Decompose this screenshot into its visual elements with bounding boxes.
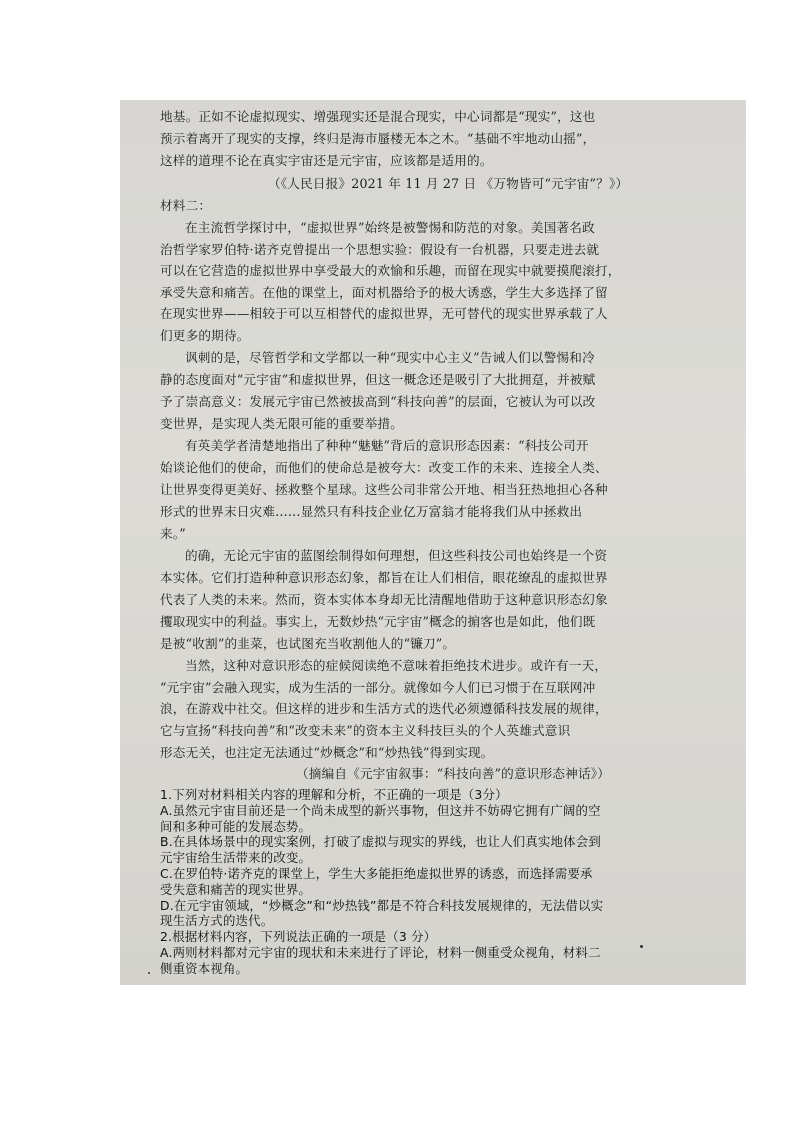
paragraph-line: 来。” — [160, 526, 186, 541]
paragraph-line: 有英美学者清楚地指出了种种“魅魅”背后的意识形态因素：“科技公司开 — [185, 438, 589, 453]
paragraph-line: “元宇宙”会融入现实，成为生活的一部分。就像如今人们已习惯于在互联网冲 — [160, 680, 596, 695]
intro-line: 预示着离开了现实的支撑，终归是海市蜃楼无本之木。“基础不牢地动山摇”， — [160, 131, 596, 146]
question-1-stem: 1.下列对材料相关内容的理解和分析，不正确的一项是（3分） — [160, 787, 508, 802]
scanned-page-photo — [120, 100, 746, 985]
paragraph-line: 它与宣扬“科技向善”和“改变未来”的资本主义科技巨头的个人英雄式意识 — [160, 723, 571, 738]
paragraph-line: 代表了人类的未来。然而，资本实体本身却无比清醒地借助于这种意识形态幻象 — [160, 592, 608, 607]
question-option-line: 受失意和痛苦的现实世界。 — [160, 881, 312, 897]
paragraph-line: 让世界变得更美好、拯救整个星球。这些公司非常公开地、相当狂热地担心各种 — [160, 482, 608, 497]
paragraph-line: 承受失意和痛苦。在他的课堂上，面对机器给予的极大诱惑，学生大多选择了留 — [160, 285, 608, 300]
paragraph-line: 治哲学家罗伯特·诺齐克曾提出一个思想实验：假设有一台机器，只要走进去就 — [160, 242, 600, 257]
paragraph-line: 始谈论他们的使命，而他们的使命总是被夸大：改变工作的未来、连接全人类、 — [160, 460, 608, 475]
paragraph-line: 予了崇高意义：发展元宇宙已然被拔高到“科技向善”的层面，它被认为可以改 — [160, 394, 596, 409]
question-option-line: 间和多种可能的发展态势。 — [160, 818, 312, 834]
paragraph-line: 形式的世界末日灾难……显然只有科技企业亿万富翁才能将我们从中拯救出 — [160, 504, 583, 519]
paragraph-line: 变世界，是实现人类无限可能的重要举措。 — [160, 416, 404, 431]
question-option-line: A.虽然元宇宙目前还是一个尚未成型的新兴事物，但这并不妨碍它拥有广阔的空 — [160, 802, 601, 818]
source-citation-2: （摘编自《元宇宙叙事：“科技向善”的意识形态神话》） — [296, 766, 611, 781]
question-2-stem: 2.根据材料内容，下列说法正确的一项是（3 分） — [160, 929, 437, 945]
paragraph-line: 静的态度面对“元宇宙”和虚拟世界，但这一概念还是吸引了大批拥趸，并被赋 — [160, 372, 596, 387]
scan-speck — [148, 972, 150, 974]
paragraph-line: 可以在它营造的虚拟世界中享受最大的欢愉和乐趣，而留在现实中就要摸爬滚打， — [160, 263, 621, 278]
intro-line: 地基。正如不论虚拟现实、增强现实还是混合现实，中心词都是“现实”，这也 — [160, 109, 596, 124]
scan-speck — [640, 945, 643, 948]
paragraph-line: 是被“收割”的韭菜，也试图充当收割他人的“镰刀”。 — [160, 636, 456, 651]
question-option-line: D.在元宇宙领域，“炒概念”和“炒热钱”都是不符合科技发展规律的，无法借以实 — [160, 897, 604, 913]
paragraph-line: 讽刺的是，尽管哲学和文学都以一种“现实中心主义”告诫人们以警惕和冷 — [185, 350, 595, 365]
paragraph-line: 当然，这种对意识形态的症候阅读绝不意味着拒绝技术进步。或许有一天， — [185, 658, 608, 673]
question-option-line: 现生活方式的迭代。 — [160, 913, 274, 929]
paragraph-line: 浪，在游戏中社交。但这样的进步和生活方式的迭代必须遵循科技发展的规律， — [160, 701, 608, 716]
source-citation-1: （《人民日报》2021 年 11 月 27 日 《万物皆可“元宇宙”？》） — [268, 176, 629, 191]
paragraph-line: 在主流哲学探讨中，“虚拟世界”始终是被警惕和防范的对象。美国著名政 — [185, 220, 595, 235]
paragraph-line: 形态无关，也注定无法通过“炒概念”和“炒热钱”得到实现。 — [160, 745, 494, 760]
paragraph-line: 在现实世界——相较于可以互相替代的虚拟世界，无可替代的现实世界承载了人 — [160, 306, 608, 321]
question-option-line: 侧重资本视角。 — [160, 960, 249, 976]
paragraph-line: 本实体。它们打造种种意识形态幻象，都旨在让人们相信，眼花缭乱的虚拟世界 — [160, 570, 608, 585]
question-option-line: A.两则材料都对元宇宙的现状和未来进行了评论，材料一侧重受众视角，材料二 — [160, 945, 601, 960]
exam-text-page — [120, 100, 746, 985]
paragraph-line: 们更多的期待。 — [160, 328, 250, 343]
question-option-line: C.在罗伯特·诺齐克的课堂上，学生大多能拒绝虚拟世界的诱惑，而选择需要承 — [160, 866, 593, 881]
question-option-line: B.在具体场景中的现实案例，打破了虚拟与现实的界线，也让人们真实地体会到 — [160, 834, 601, 850]
paragraph-line: 的确，无论元宇宙的蓝图绘制得如何理想，但这些科技公司也始终是一个资 — [185, 548, 608, 563]
paragraph-line: 攫取现实中的利益。事实上，无数炒热“元宇宙”概念的掮客也是如此，他们既 — [160, 614, 596, 629]
material-2-label: 材料二： — [160, 198, 212, 213]
intro-line: 这样的道理不论在真实宇宙还是元宇宙，应该都是适用的。 — [160, 153, 493, 168]
question-option-line: 元宇宙给生活带来的改变。 — [160, 850, 312, 866]
